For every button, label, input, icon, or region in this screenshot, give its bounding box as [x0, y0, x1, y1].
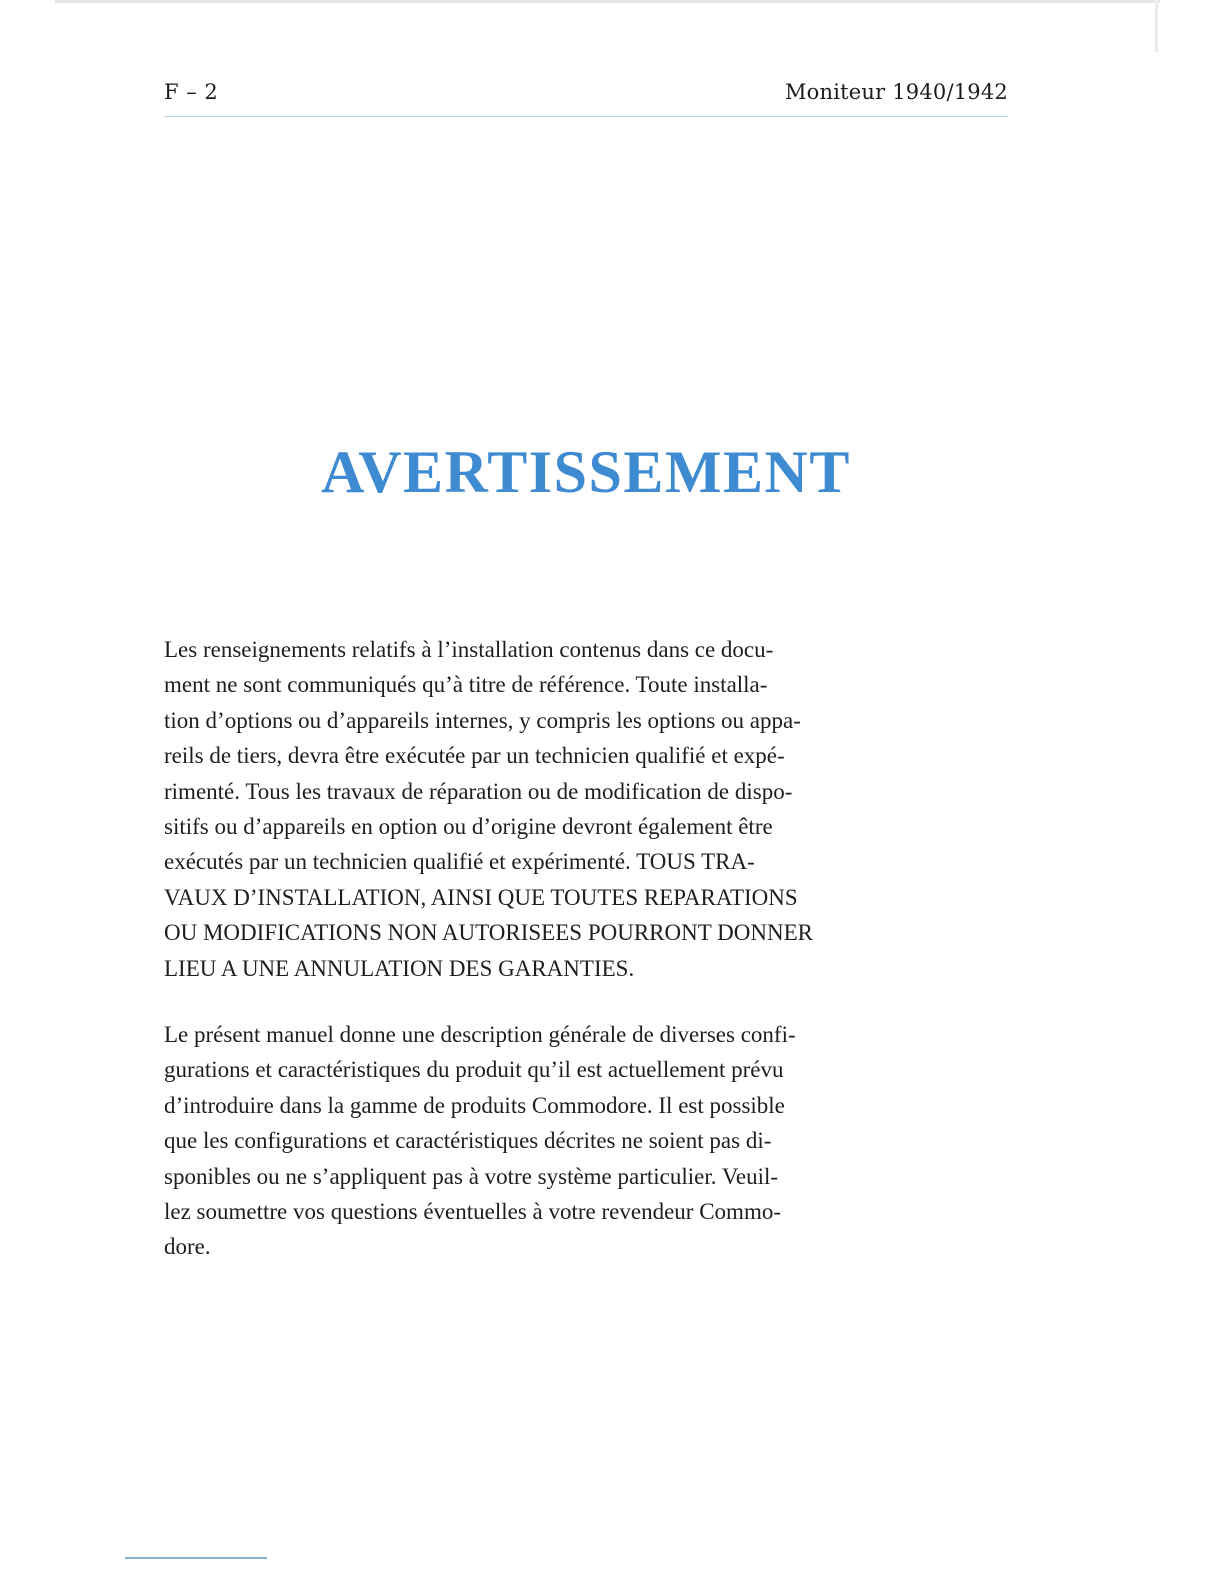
paragraph-manual-description — [164, 1017, 1014, 1265]
header-rule — [164, 116, 1008, 117]
paragraph-line: rimenté. Tous les travaux de réparation ou de modification de dispo- — [164, 778, 793, 804]
scan-top-edge — [55, 0, 1160, 3]
paragraph-line: VAUX D’INSTALLATION, AINSI QUE TOUTES REPARATIONS — [164, 884, 798, 910]
paragraph-line: Le présent manuel donne une description générale de diverses confi- — [164, 1022, 796, 1047]
paragraph-line: sitifs ou d’appareils en option ou d’origine devront également être — [164, 814, 773, 840]
paragraph-line: dore. — [164, 1234, 211, 1260]
paragraph-line: Les renseignements relatifs à l’installation contenus dans ce docu- — [164, 637, 774, 662]
paragraph-line: reils de tiers, devra être exécutée par un technicien qualifié et expé- — [164, 743, 785, 769]
paragraph-line: OU MODIFICATIONS NON AUTORISEES POURRONT DONNER — [164, 920, 813, 946]
document-label: Moniteur 1940/1942 — [784, 80, 1008, 104]
paragraph-line: tion d’options ou d’appareils internes, y compris les options ou appa- — [164, 707, 801, 733]
paragraph-line: que les configurations et caractéristiques décrites ne soient pas di- — [164, 1128, 772, 1154]
paragraph-line: d’introduire dans la gamme de produits Commodore. Il est possible — [164, 1092, 785, 1118]
paragraph-line: exécutés par un technicien qualifié et expérimenté. TOUS TRA- — [164, 849, 755, 875]
paragraph-line: ment ne sont communiqués qu’à titre de référence. Toute installa- — [164, 672, 768, 698]
scan-right-edge — [1155, 0, 1158, 52]
paragraph-installation-warning — [164, 632, 1014, 986]
paragraph-line: lez soumettre vos questions éventuelles à votre revendeur Commo- — [164, 1199, 781, 1225]
page-number: F – 2 — [164, 80, 219, 104]
paragraph-line: sponibles ou ne s’appliquent pas à votre système particulier. Veuil- — [164, 1163, 779, 1189]
paragraph-line: gurations et caractéristiques du produit qu’il est actuellement prévu — [164, 1057, 784, 1083]
warning-title: AVERTISSEMENT — [321, 439, 851, 505]
page-header — [164, 78, 1008, 106]
paragraph-line: LIEU A UNE ANNULATION DES GARANTIES. — [164, 955, 635, 981]
footer-rule — [125, 1557, 267, 1559]
